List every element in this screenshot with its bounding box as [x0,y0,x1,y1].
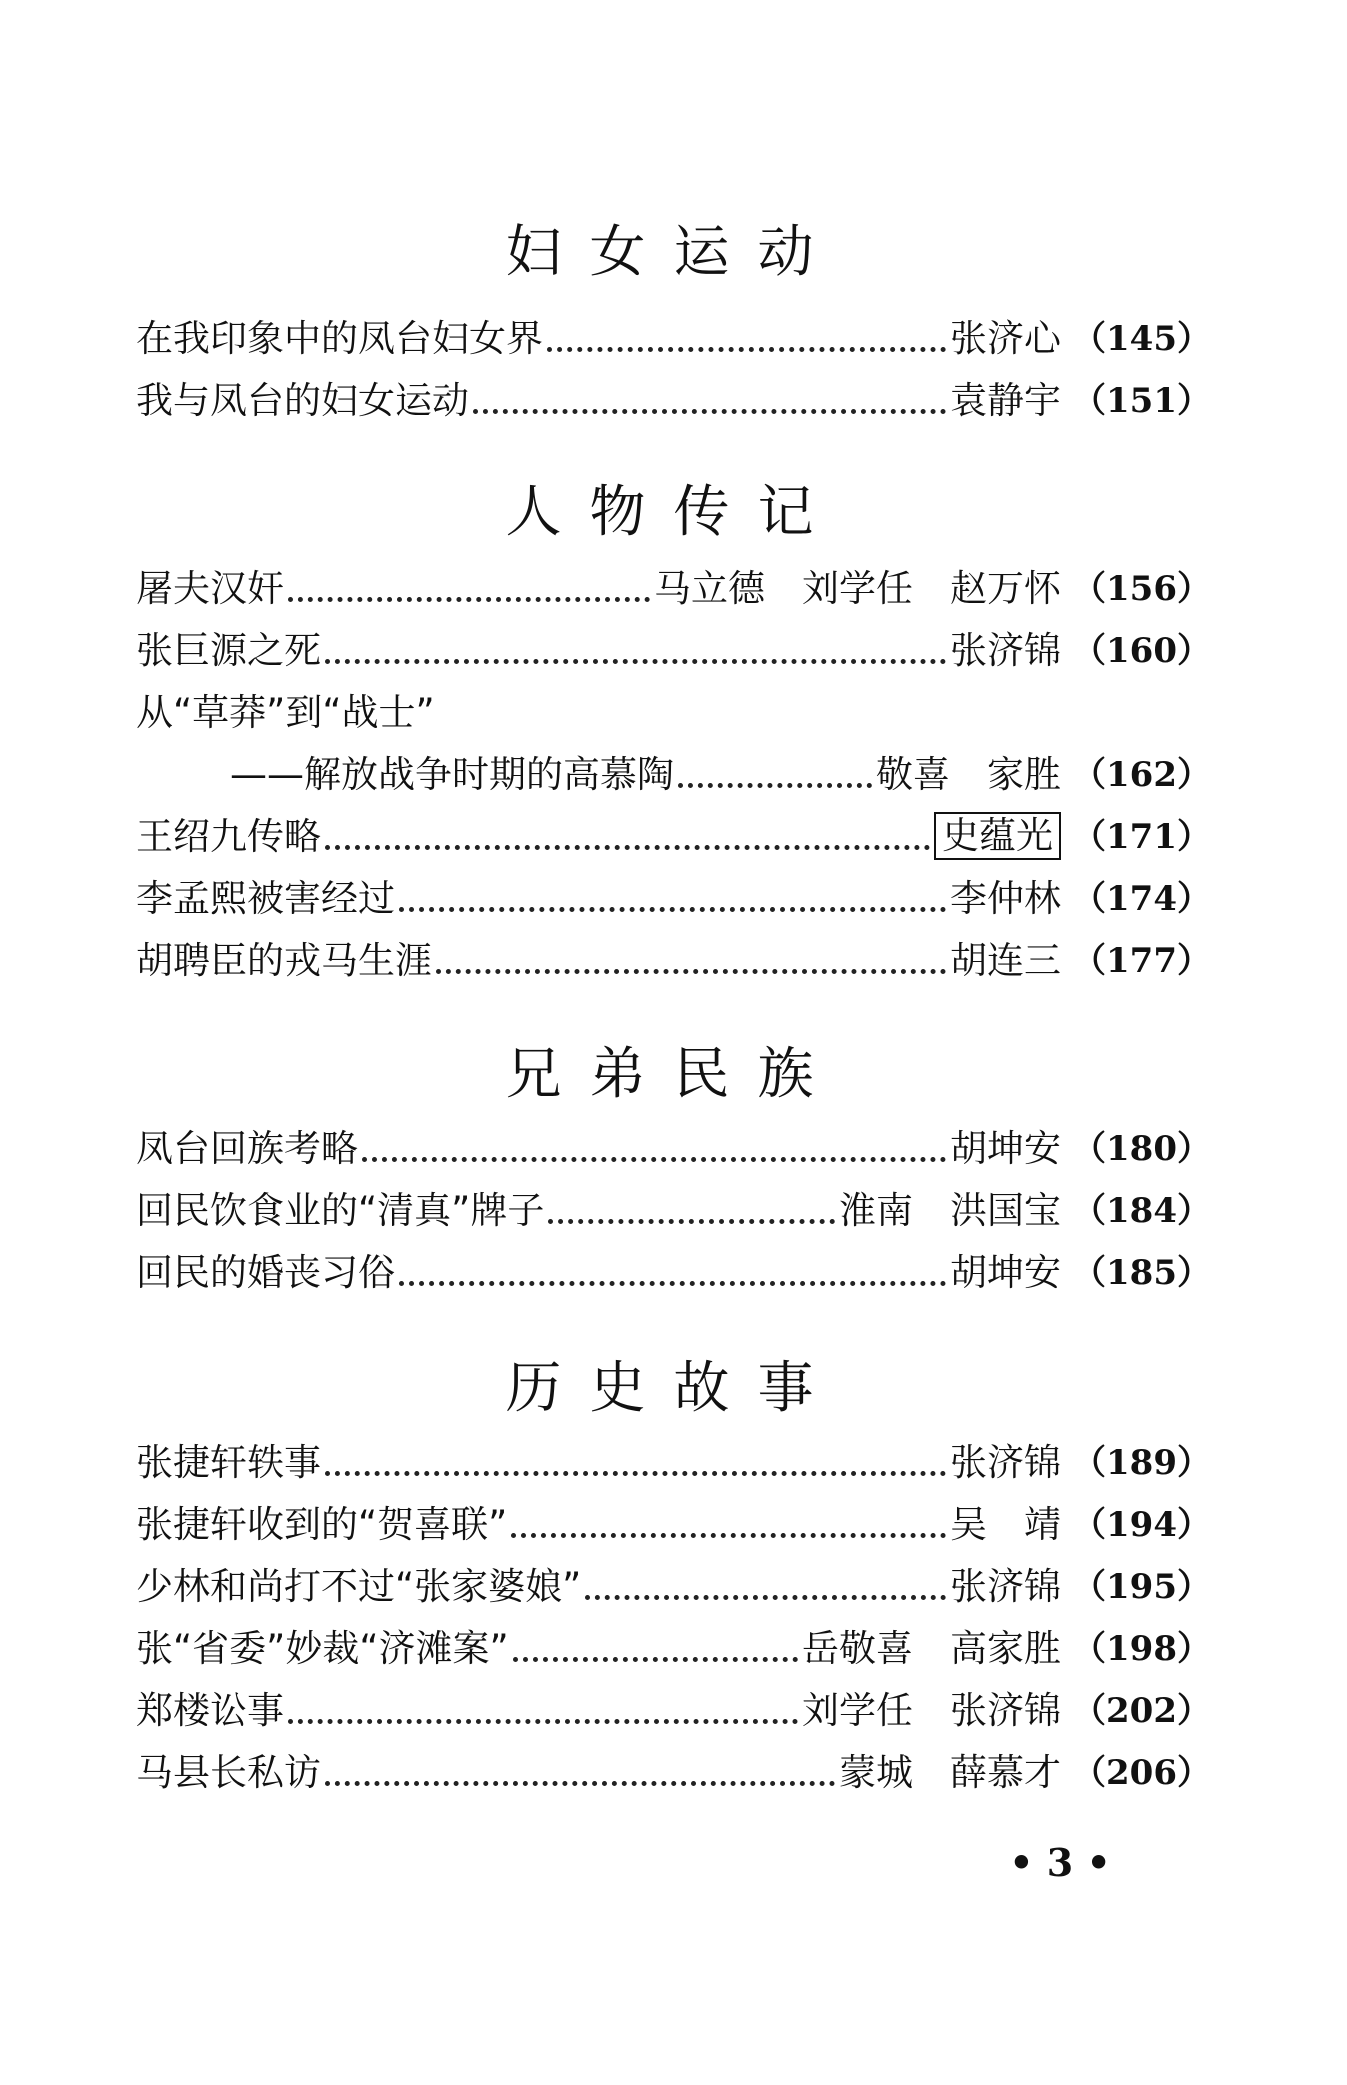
section-title-biographies: 人物传记 [505,480,842,545]
toc-entry[interactable] [136,624,1211,678]
entry-author-boxed: 史蕴光 [934,812,1061,860]
entry-page: （202） [1072,1691,1211,1731]
entry-page: （162） [1072,755,1211,795]
entry-author: 张济锦 [950,629,1061,672]
dot-leader [473,409,946,414]
dot-leader [288,1719,798,1724]
entry-title: 张“省委”妙裁“济滩案” [136,1627,509,1670]
entry-title: 郑楼讼事 [136,1689,284,1732]
entry-author: 岳敬喜 高家胜 [802,1627,1061,1670]
entry-author: 胡坤安 [950,1251,1061,1294]
dot-leader [325,659,946,664]
toc-entry[interactable] [136,1246,1211,1300]
entry-title: 张巨源之死 [136,629,321,672]
entry-title: 凤台回族考略 [136,1127,358,1170]
entry-title: 回民的婚丧习俗 [136,1251,395,1294]
page-number-folio: • 3 • [1009,1840,1111,1885]
dot-leader [548,1219,835,1224]
entry-page: （174） [1072,879,1211,919]
entry-title: 胡聘臣的戎马生涯 [136,939,432,982]
section-title-history-stories: 历史故事 [505,1356,842,1421]
dot-leader [436,969,946,974]
entry-author: 张济锦 [950,1565,1061,1608]
dot-leader [678,783,872,788]
entry-author: 敬喜 家胜 [876,753,1061,796]
section-title-ethnic-groups: 兄弟民族 [505,1042,842,1107]
entry-page: （177） [1072,941,1211,981]
dot-leader [547,347,946,352]
toc-entry[interactable] [136,1622,1211,1676]
entry-title: 回民饮食业的“清真”牌子 [136,1189,545,1232]
toc-entry[interactable] [136,374,1211,428]
entry-page: （195） [1072,1567,1211,1607]
entry-page: （156） [1072,569,1211,609]
toc-entry[interactable] [136,1436,1211,1490]
entry-title: 马县长私访 [136,1751,321,1794]
entry-title: 少林和尚打不过“张家婆娘” [136,1565,582,1608]
toc-entry[interactable] [136,1184,1211,1238]
section-title-women-movement: 妇女运动 [505,220,842,285]
entry-page: （151） [1072,381,1211,421]
dot-leader [511,1533,946,1538]
entry-title: 李孟熙被害经过 [136,877,395,920]
entry-author: 吴 靖 [950,1503,1061,1546]
entry-title: 在我印象中的凤台妇女界 [136,317,543,360]
entry-author: 胡坤安 [950,1127,1061,1170]
toc-entry-subtitle[interactable] [230,748,1211,802]
entry-page: （184） [1072,1191,1211,1231]
entry-page: （198） [1072,1629,1211,1669]
toc-entry-heading[interactable] [136,686,1211,740]
toc-entry[interactable] [136,312,1211,366]
entry-page: （206） [1072,1753,1211,1793]
entry-author: 张济锦 [950,1441,1061,1484]
entry-title: 张捷轩轶事 [136,1441,321,1484]
entry-page: （194） [1072,1505,1211,1545]
entry-page: （185） [1072,1253,1211,1293]
dot-leader [513,1657,798,1662]
entry-title: 王绍九传略 [136,815,321,858]
entry-author: 李仲林 [950,877,1061,920]
entry-page: （160） [1072,631,1211,671]
entry-author: 马立德 刘学任 赵万怀 [654,567,1061,610]
dot-leader [325,1781,835,1786]
entry-author: 张济心 [950,317,1061,360]
toc-entry[interactable] [136,1746,1211,1800]
toc-entry[interactable] [136,1684,1211,1738]
entry-page: （189） [1072,1443,1211,1483]
entry-title: 我与凤台的妇女运动 [136,379,469,422]
entry-title: 张捷轩收到的“贺喜联” [136,1503,508,1546]
toc-entry[interactable] [136,1560,1211,1614]
entry-author: 蒙城 薛慕才 [839,1751,1061,1794]
dot-leader [399,907,946,912]
toc-entry[interactable] [136,1122,1211,1176]
entry-title: 屠夫汉奸 [136,567,284,610]
toc-entry[interactable] [136,562,1211,616]
entry-author: 袁静宇 [950,379,1061,422]
entry-subtitle: ——解放战争时期的高慕陶 [230,753,674,796]
entry-page: （171） [1072,817,1211,857]
dot-leader [325,1471,946,1476]
dot-leader [288,597,650,602]
dot-leader [325,845,930,850]
toc-entry[interactable] [136,934,1211,988]
dot-leader [362,1157,946,1162]
entry-page: （145） [1072,319,1211,359]
dot-leader [585,1595,946,1600]
entry-author: 刘学任 张济锦 [802,1689,1061,1732]
toc-entry[interactable] [136,872,1211,926]
entry-author: 胡连三 [950,939,1061,982]
toc-entry[interactable] [136,1498,1211,1552]
entry-author: 淮南 洪国宝 [839,1189,1061,1232]
entry-page: （180） [1072,1129,1211,1169]
toc-entry[interactable] [136,810,1211,864]
entry-title: 从“草莽”到“战士” [136,691,435,734]
dot-leader [399,1281,946,1286]
